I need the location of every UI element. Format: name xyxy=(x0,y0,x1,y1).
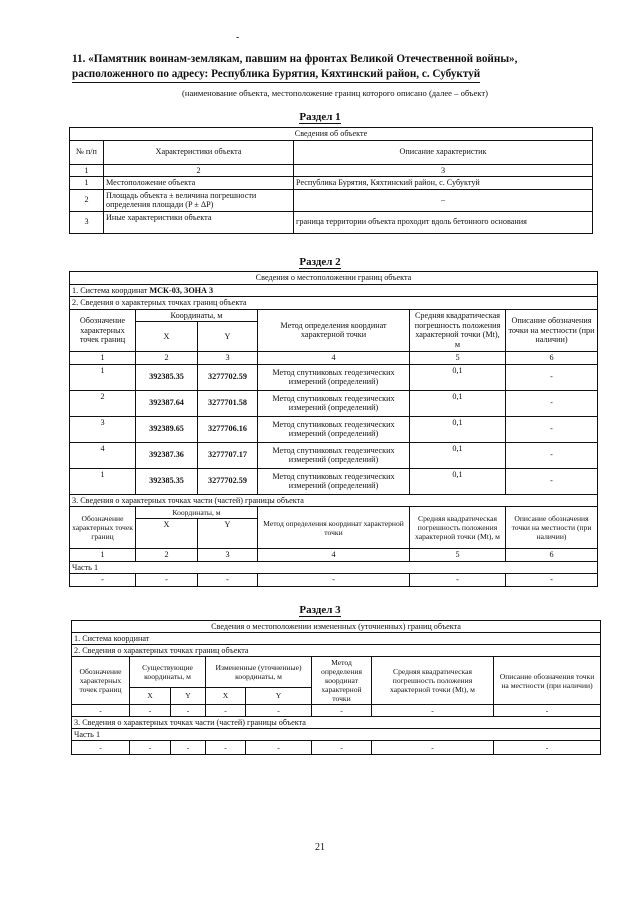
empty-cell: - xyxy=(312,741,372,755)
index-cell: 2 xyxy=(136,549,198,562)
point-method: Метод спутниковых геодезических измерений (определений) xyxy=(258,442,410,468)
index-cell: 6 xyxy=(506,352,598,365)
point-y: 3277701.58 xyxy=(198,390,258,416)
header-coordinates: Координаты, м xyxy=(136,507,258,519)
part-label: Часть 1 xyxy=(72,729,601,741)
row-characteristic: Иные характеристики объекта xyxy=(104,211,294,233)
point-error: 0,1 xyxy=(410,416,506,442)
header-error: Средняя квадратическая погрешность положения характерной точки (Mt), м xyxy=(410,507,506,549)
empty-cell: - xyxy=(130,705,171,717)
row-characteristic: Площадь объекта ± величина погрешности определения площади (P ± ΔP) xyxy=(104,189,294,211)
empty-cell: - xyxy=(72,741,130,755)
page-number: 21 xyxy=(315,842,325,853)
point-y: 3277707.17 xyxy=(198,442,258,468)
point-description: - xyxy=(506,390,598,416)
document-title xyxy=(72,52,602,83)
header-error: Средняя квадратическая погрешность положения характерной точки (Mt), м xyxy=(372,657,494,705)
header-x: X xyxy=(136,519,198,549)
point-method: Метод спутниковых геодезических измерений (определений) xyxy=(258,468,410,494)
table-row xyxy=(70,211,593,233)
parts-title: 3. Сведения о характерных точках части (частей) границы объекта xyxy=(72,717,601,729)
empty-cell: - xyxy=(312,705,372,717)
header-point: Обозначение характерных точек границ xyxy=(70,507,136,549)
empty-cell: - xyxy=(494,705,601,717)
index-cell: 3 xyxy=(294,164,593,177)
empty-cell: - xyxy=(246,741,312,755)
empty-cell: - xyxy=(206,705,246,717)
point-description: - xyxy=(506,442,598,468)
part-label: Часть 1 xyxy=(70,561,598,574)
point-x: 392387.36 xyxy=(136,442,198,468)
header-y: Y xyxy=(246,687,312,704)
section-2-table xyxy=(69,271,598,587)
document-subtitle: (наименование объекта, местоположение границ которого описано (далее – объект) xyxy=(182,88,488,98)
points-title: 2. Сведения о характерных точках границ объекта xyxy=(72,645,601,657)
table-row xyxy=(70,177,593,190)
index-cell: 2 xyxy=(104,164,294,177)
row-number: 1 xyxy=(70,177,104,190)
section-3-table xyxy=(71,620,601,755)
header-changed-coordinates: Измененные (уточненные) координаты, м xyxy=(206,657,312,688)
table-row xyxy=(70,468,598,494)
empty-cell: - xyxy=(206,741,246,755)
point-error: 0,1 xyxy=(410,468,506,494)
header-method: Метод определения координат характерной точки xyxy=(258,507,410,549)
coordinate-system-value: МСК-03, ЗОНА 3 xyxy=(149,285,214,295)
row-description: граница территории объекта проходит вдоль бетонного основания xyxy=(294,211,593,233)
point-number: 2 xyxy=(70,390,136,416)
index-cell: 4 xyxy=(258,352,410,365)
top-mark: - xyxy=(236,32,240,43)
section-1-table-title: Сведения об объекте xyxy=(70,128,593,141)
point-x: 392389.65 xyxy=(136,416,198,442)
coordinate-system: 1. Система координат xyxy=(72,633,601,645)
table-row xyxy=(70,390,598,416)
point-y: 3277702.59 xyxy=(198,468,258,494)
empty-cell: - xyxy=(506,574,598,587)
header-point: Обозначение характерных точек границ xyxy=(70,309,136,352)
header-point-description: Описание обозначения точки на местности (при наличии) xyxy=(506,507,598,549)
empty-cell: - xyxy=(171,741,206,755)
header-y: Y xyxy=(198,519,258,549)
empty-cell: - xyxy=(246,705,312,717)
header-point-description: Описание обозначения точки на местности (при наличии) xyxy=(506,309,598,352)
index-cell: 3 xyxy=(198,549,258,562)
header-coordinates: Координаты, м xyxy=(136,309,258,322)
point-number: 1 xyxy=(70,364,136,390)
point-error: 0,1 xyxy=(410,442,506,468)
table-row xyxy=(70,364,598,390)
table-row xyxy=(70,442,598,468)
header-x: X xyxy=(130,687,171,704)
point-description: - xyxy=(506,416,598,442)
table-row xyxy=(70,574,598,587)
point-y: 3277706.16 xyxy=(198,416,258,442)
empty-cell: - xyxy=(198,574,258,587)
empty-cell: - xyxy=(372,705,494,717)
title-line-1: 11. «Памятник воинам-землякам, павшим на фронтах Великой Отечественной войны», xyxy=(72,53,518,65)
points-title: 2. Сведения о характерных точках границ объекта xyxy=(70,297,598,310)
header-method: Метод определения координат характерной точки xyxy=(312,657,372,705)
point-y: 3277702.59 xyxy=(198,364,258,390)
index-cell: 4 xyxy=(258,549,410,562)
index-cell: 2 xyxy=(136,352,198,365)
table-row xyxy=(72,741,601,755)
section-2-heading: Раздел 2 xyxy=(299,256,341,268)
point-error: 0,1 xyxy=(410,364,506,390)
empty-cell: - xyxy=(258,574,410,587)
coordinate-system: 1. Система координат МСК-03, ЗОНА 3 xyxy=(70,284,598,297)
row-number: 2 xyxy=(70,189,104,211)
index-cell: 1 xyxy=(70,549,136,562)
point-method: Метод спутниковых геодезических измерений (определений) xyxy=(258,364,410,390)
section-1-heading: Раздел 1 xyxy=(299,111,341,123)
table-row xyxy=(70,189,593,211)
header-no: № п/п xyxy=(70,140,104,164)
point-number: 1 xyxy=(70,468,136,494)
section-1-table xyxy=(69,127,593,234)
header-method: Метод определения координат характерной точки xyxy=(258,309,410,352)
index-cell: 5 xyxy=(410,549,506,562)
empty-cell: - xyxy=(494,741,601,755)
header-x: X xyxy=(206,687,246,704)
title-line-2: расположенного по адресу: Республика Бурятия, Кяхтинский район, с. Субуктуй xyxy=(72,67,480,83)
table-row xyxy=(70,416,598,442)
point-number: 3 xyxy=(70,416,136,442)
section-3-table-title: Сведения о местоположении измененных (уточненных) границ объекта xyxy=(72,621,601,633)
empty-cell: - xyxy=(410,574,506,587)
table-row xyxy=(72,705,601,717)
row-description: – xyxy=(294,189,593,211)
header-description: Описание характеристик xyxy=(294,140,593,164)
section-2-table-title: Сведения о местоположении границ объекта xyxy=(70,272,598,285)
point-error: 0,1 xyxy=(410,390,506,416)
point-method: Метод спутниковых геодезических измерений (определений) xyxy=(258,390,410,416)
empty-cell: - xyxy=(372,741,494,755)
empty-cell: - xyxy=(70,574,136,587)
point-x: 392387.64 xyxy=(136,390,198,416)
point-description: - xyxy=(506,364,598,390)
point-x: 392385.35 xyxy=(136,468,198,494)
header-y: Y xyxy=(198,322,258,352)
row-characteristic: Местоположение объекта xyxy=(104,177,294,190)
header-error: Средняя квадратическая погрешность положения характерной точки (Mt), м xyxy=(410,309,506,352)
empty-cell: - xyxy=(72,705,130,717)
point-method: Метод спутниковых геодезических измерений (определений) xyxy=(258,416,410,442)
index-cell: 1 xyxy=(70,352,136,365)
index-cell: 3 xyxy=(198,352,258,365)
header-point: Обозначение характерных точек границ xyxy=(72,657,130,705)
parts-title: 3. Сведения о характерных точках части (частей) границы объекта xyxy=(70,494,598,507)
empty-cell: - xyxy=(130,741,171,755)
empty-cell: - xyxy=(136,574,198,587)
row-description: Республика Бурятия, Кяхтинский район, с. Субуктуй xyxy=(294,177,593,190)
header-point-description: Описание обозначения точки на местности (при наличии) xyxy=(494,657,601,705)
header-existing-coordinates: Существующие координаты, м xyxy=(130,657,206,688)
index-cell: 5 xyxy=(410,352,506,365)
header-characteristics: Характеристики объекта xyxy=(104,140,294,164)
point-description: - xyxy=(506,468,598,494)
empty-cell: - xyxy=(171,705,206,717)
index-cell: 6 xyxy=(506,549,598,562)
header-x: X xyxy=(136,322,198,352)
section-3-heading: Раздел 3 xyxy=(299,604,341,616)
row-number: 3 xyxy=(70,211,104,233)
index-cell: 1 xyxy=(70,164,104,177)
header-y: Y xyxy=(171,687,206,704)
point-x: 392385.35 xyxy=(136,364,198,390)
point-number: 4 xyxy=(70,442,136,468)
